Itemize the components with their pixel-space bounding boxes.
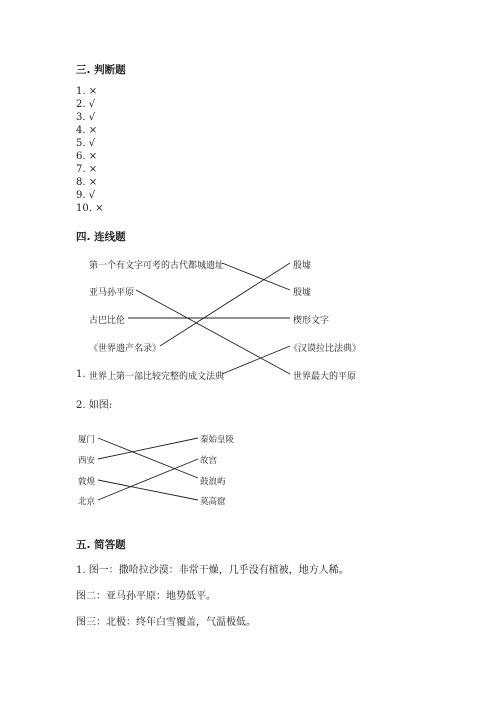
match-line: [98, 438, 198, 478]
answer-item: 5. √: [76, 138, 96, 149]
q2-right-item: 莫高窟: [200, 497, 226, 507]
answer-item: 3. √: [76, 112, 96, 123]
match-line: [160, 263, 290, 346]
answer-item: 2. √: [76, 99, 96, 110]
q2-label: 2. 如图:: [76, 400, 113, 411]
q1-left-item: 世界上第一部比较完整的成文法典: [89, 372, 225, 382]
q2-left-item: 厦门: [78, 435, 96, 445]
short-answer-line: 图三：北极：终年白雪覆盖，气温极低。: [76, 617, 256, 628]
q1-left-item: 亚马孙平原: [89, 288, 135, 298]
q1-right-item: 楔形文字: [293, 316, 330, 326]
short-answer-line: 图二：亚马孙平原：地势低平。: [76, 591, 216, 602]
answer-item: 1. ×: [76, 86, 98, 97]
q1-left-item: 古巴比伦: [89, 316, 126, 326]
q2-right-item: 鼓浪屿: [200, 477, 226, 487]
match-line: [136, 290, 290, 374]
q2-left-item: 西安: [78, 456, 96, 466]
q1-left-item: 第一个有文字可考的古代都城遗址: [89, 261, 225, 271]
match-line: [98, 480, 198, 500]
q2-right-item: 秦始皇陵: [200, 435, 235, 445]
q2-left-item: 北京: [78, 497, 96, 507]
answer-item: 8. ×: [76, 177, 98, 188]
answer-item: 10. ×: [76, 203, 104, 214]
q1-number: 1.: [76, 369, 86, 380]
answer-item: 4. ×: [76, 125, 98, 136]
q1-right-item: 殷墟: [293, 288, 312, 298]
section-3-title: 三. 判断题: [76, 64, 126, 76]
match-line: [98, 459, 198, 500]
match-line: [222, 263, 290, 290]
match-line: [98, 438, 198, 459]
q1-right-item: 《汉谟拉比法典》: [289, 344, 362, 354]
answer-item: 7. ×: [76, 164, 98, 175]
q1-left-item: 《世界遗产名录》: [89, 344, 162, 354]
answer-item: 6. ×: [76, 151, 98, 162]
answer-item: 9. √: [76, 190, 96, 201]
section-4-title: 四. 连线题: [76, 231, 126, 243]
match-line: [222, 346, 290, 374]
short-answer-line: 1. 图一：撒哈拉沙漠：非常干燥，几乎没有植被，地方人稀。: [76, 565, 349, 576]
q1-right-item: 殷墟: [293, 261, 312, 271]
section-5-title: 五. 简答题: [76, 539, 126, 551]
q2-left-item: 敦煌: [78, 477, 96, 487]
q1-right-item: 世界最大的平原: [293, 372, 357, 382]
q2-right-item: 故宫: [200, 456, 218, 466]
